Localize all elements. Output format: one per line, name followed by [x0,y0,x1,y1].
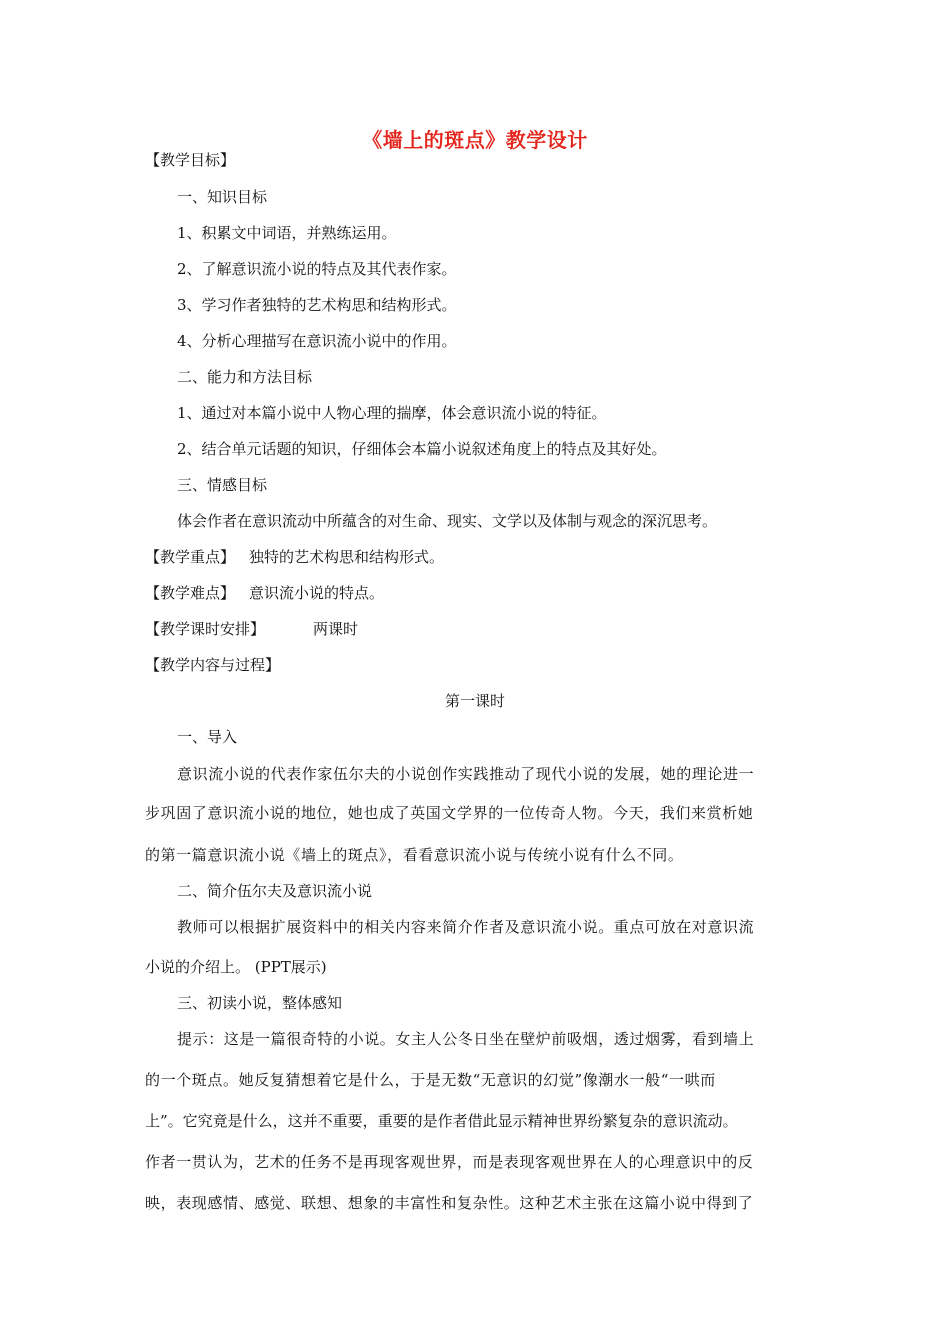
reading-line: 上”。它究竟是什么，这并不重要，重要的是作者借此显示精神世界纷繁复杂的意识流动。 [145,1112,738,1130]
knowledge-heading: 一、知识目标 [177,188,268,206]
ability-heading: 二、能力和方法目标 [177,368,313,386]
ability-item: 2、结合单元话题的知识，仔细体会本篇小说叙述角度上的特点及其好处。 [177,440,667,458]
emotion-text: 体会作者在意识流动中所蕴含的对生命、现实、文学以及体制与观念的深沉思考。 [177,512,718,530]
key-point-value: 独特的艺术构思和结构形式。 [249,548,445,566]
intro-line: 的第一篇意识流小说《墙上的斑点》，看看意识流小说与传统小说有什么不同。 [145,846,684,864]
key-point-row [145,547,444,567]
key-point-label: 【教学重点】 [145,548,236,566]
schedule-label: 【教学课时安排】 [145,620,266,638]
difficulty-label: 【教学难点】 [145,584,236,602]
reading-line: 作者一贯认为，艺术的任务不是再现客观世界，而是表现客观世界在人的心理意识中的反 [145,1153,754,1171]
emotion-heading: 三、情感目标 [177,476,268,494]
author-heading: 二、简介伍尔夫及意识流小说 [177,882,373,900]
lesson-title: 第一课时 [444,692,505,710]
author-line: 教师可以根据扩展资料中的相关内容来简介作者及意识流小说。重点可放在对意识流 [177,918,755,936]
knowledge-item: 1、积累文中词语，并熟练运用。 [177,224,397,242]
difficulty-row [145,583,384,603]
author-line: 小说的介绍上。 (PPT展示) [145,958,327,976]
ability-item: 1、通过对本篇小说中人物心理的揣摩，体会意识流小说的特征。 [177,404,607,422]
content-heading: 【教学内容与过程】 [145,656,281,674]
intro-heading: 一、导入 [177,728,238,746]
knowledge-item: 4、分析心理描写在意识流小说中的作用。 [177,332,457,350]
document-title: 《墙上的斑点》教学设计 [362,128,588,152]
goals-heading: 【教学目标】 [145,151,236,169]
schedule-row [145,619,358,639]
reading-line: 提示：这是一篇很奇特的小说。女主人公冬日坐在壁炉前吸烟，透过烟雾，看到墙上 [177,1030,755,1048]
intro-line: 意识流小说的代表作家伍尔夫的小说创作实践推动了现代小说的发展，她的理论进一 [177,765,755,783]
knowledge-item: 2、了解意识流小说的特点及其代表作家。 [177,260,457,278]
difficulty-value: 意识流小说的特点。 [249,584,385,602]
intro-line: 步巩固了意识流小说的地位，她也成了英国文学界的一位传奇人物。今天，我们来赏析她 [145,804,754,822]
reading-line: 映，表现感情、感觉、联想、想象的丰富性和复杂性。这种艺术主张在这篇小说中得到了 [145,1194,754,1212]
schedule-value: 两课时 [313,620,359,638]
reading-line: 的一个斑点。她反复猜想着它是什么，于是无数“无意识的幻觉”像潮水一般“一哄而 [145,1071,716,1089]
reading-heading: 三、初读小说，整体感知 [177,994,343,1012]
knowledge-item: 3、学习作者独特的艺术构思和结构形式。 [177,296,457,314]
